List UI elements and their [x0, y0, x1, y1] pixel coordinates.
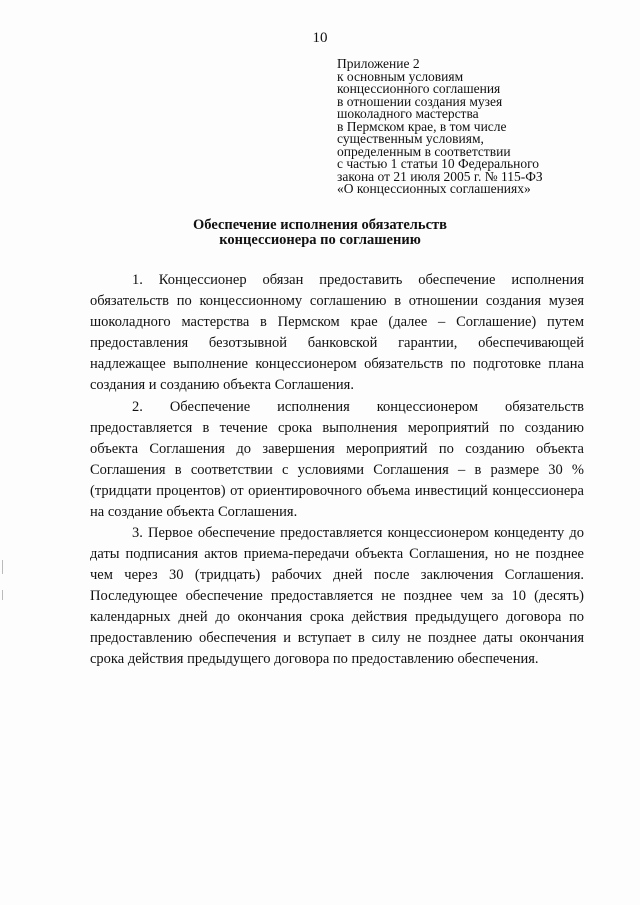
scan-edge-mark	[2, 590, 3, 600]
paragraph-2: 2. Обеспечение исполнения концессионером обязательств предоставляется в течение срока выполнения мероприятий по созданию объекта Соглашения до завершения мероприятий по созданию объекта Соглашения в соответствии с условиями Соглашения – в размере 30 % (тридцати процентов) от ориентировочного объема инвестиций концессионера на создание объекта Соглашения.	[90, 398, 584, 520]
appendix-header	[337, 58, 597, 196]
scan-edge-mark	[2, 560, 3, 574]
appendix-line: в отношении создания музея	[337, 93, 503, 109]
section-title-line-2: концессионера по соглашению	[219, 232, 421, 248]
appendix-line: определенным в соответствии	[337, 143, 511, 159]
paragraph-1: 1. Концессионер обязан предоставить обеспечение исполнения обязательств по концессионному соглашению в отношении создания музея шоколадного мастерства в Пермском крае (далее – Соглашение) путем предоставления безотзывной банковской гарантии, обеспечивающей надлежащее выполнение концессионером обязательств по подготовке плана создания и созданию объекта Соглашения.	[90, 272, 584, 393]
appendix-line: концессионного соглашения	[337, 81, 501, 96]
section-title-line-1: Обеспечение исполнения обязательств	[193, 217, 447, 233]
appendix-line: существенным условиям,	[337, 131, 484, 146]
appendix-line: «О концессионных соглашениях»	[337, 181, 531, 196]
appendix-line: шоколадного мастерства	[337, 106, 479, 121]
appendix-line: в Пермском крае, в том числе	[337, 118, 507, 134]
document-body	[90, 270, 584, 671]
appendix-line: к основным условиям	[337, 68, 464, 84]
appendix-line: закона от 21 июля 2005 г. № 115-ФЗ	[337, 168, 543, 184]
paragraph-3: 3. Первое обеспечение предоставляется концессионером концеденту до даты подписания актов приема-передачи объекта Соглашения, но не позднее чем через 30 (тридцать) рабочих дней после заключения Соглашения. Последующее обеспечение предоставляется не позднее чем за 10 (десять) календарных дней до окончания срока действия предыдущего договора по предоставлению обеспечения и вступает в силу не позднее даты окончания срока действия предыдущего договора по предоставлению обеспечения.	[90, 525, 584, 667]
appendix-line: с частью 1 статьи 10 Федерального	[337, 156, 540, 171]
page-number: 10	[312, 30, 328, 46]
section-title	[0, 218, 640, 248]
appendix-line: Приложение 2	[337, 56, 420, 71]
